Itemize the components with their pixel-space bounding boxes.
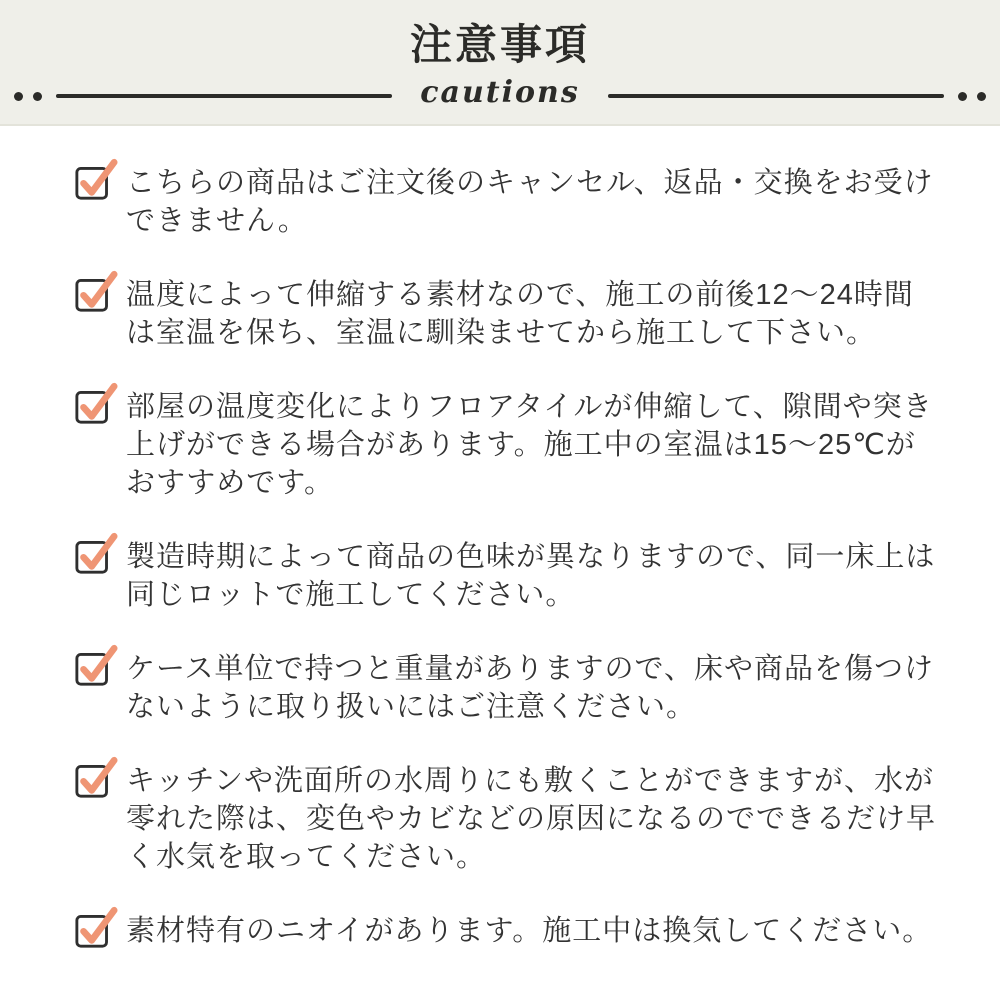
list-item-text: 温度によって伸縮する素材なので、施工の前後12〜24時間は室温を保ち、室温に馴染ませてから施工して下さい。 <box>126 279 914 349</box>
list-item <box>74 762 936 876</box>
list-item <box>74 912 936 950</box>
page-subtitle: cautions <box>420 75 580 110</box>
checked-checkbox-icon <box>74 531 118 575</box>
cautions-header <box>0 0 1000 126</box>
list-item-text: ケース単位で持つと重量がありますので、床や商品を傷つけないように取り扱いにはご注意ください。 <box>126 653 934 723</box>
page-title: 注意事項 <box>409 21 590 68</box>
checked-checkbox-icon <box>74 905 118 949</box>
divider-line <box>56 94 392 98</box>
divider-dot <box>14 92 23 101</box>
checked-checkbox-icon <box>74 157 118 201</box>
list-item-text: キッチンや洗面所の水周りにも敷くことができますが、水が零れた際は、変色やカビなどの原因になるのでできるだけ早く水気を取ってください。 <box>126 765 937 873</box>
list-item-text: 素材特有のニオイがあります。施工中は換気してください。 <box>126 915 933 947</box>
divider-dot <box>977 92 986 101</box>
divider-line <box>608 94 944 98</box>
divider-dot <box>33 92 42 101</box>
list-item-text: こちらの商品はご注文後のキャンセル、返品・交換をお受けできません。 <box>126 167 934 237</box>
checked-checkbox-icon <box>74 269 118 313</box>
list-item <box>74 276 936 352</box>
list-item <box>74 650 936 726</box>
list-item-text: 製造時期によって商品の色味が異なりますので、同一床上は同じロットで施工してください。 <box>126 541 936 611</box>
list-item-text: 部屋の温度変化によりフロアタイルが伸縮して、隙間や突き上げができる場合があります。施工中の室温は15〜25℃がおすすめです。 <box>126 391 933 499</box>
checked-checkbox-icon <box>74 755 118 799</box>
header-divider <box>0 75 1000 114</box>
divider-dot <box>958 92 967 101</box>
list-item <box>74 388 936 502</box>
checked-checkbox-icon <box>74 381 118 425</box>
cautions-list <box>0 126 1000 950</box>
list-item <box>74 164 936 240</box>
list-item <box>74 538 936 614</box>
checked-checkbox-icon <box>74 643 118 687</box>
